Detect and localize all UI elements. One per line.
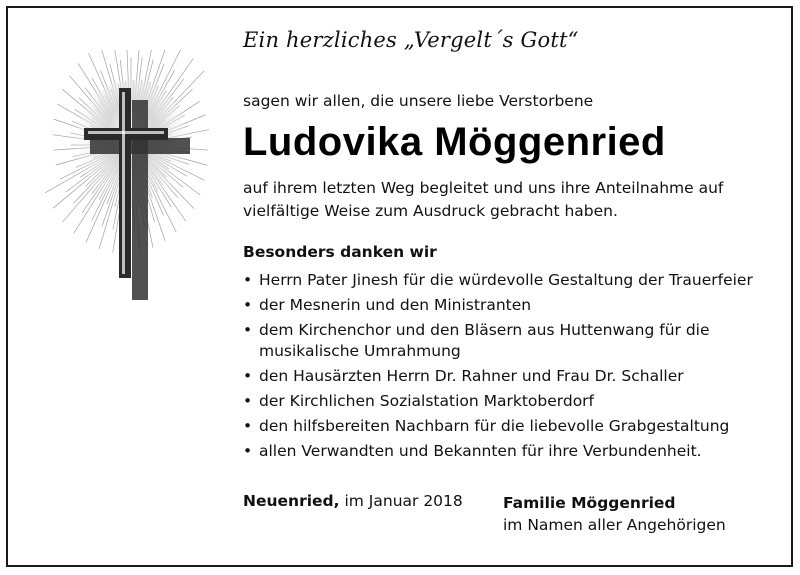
bullet-icon: • <box>243 417 253 435</box>
list-item <box>243 295 769 316</box>
list-item-text: der Mesnerin und den Ministranten <box>259 296 532 314</box>
family-subtitle: im Namen aller Angehörigen <box>503 516 726 534</box>
list-item-text: der Kirchlichen Sozialstation Marktoberdorf <box>259 392 595 410</box>
list-item <box>243 416 769 437</box>
bullet-icon: • <box>243 367 253 385</box>
list-item <box>243 441 769 462</box>
thanks-list <box>243 270 769 466</box>
cross-rays-icon <box>36 50 226 300</box>
list-item <box>243 391 769 412</box>
bullet-icon: • <box>243 392 253 410</box>
list-item-text: den Hausärzten Herrn Dr. Rahner und Frau Dr. Schaller <box>259 367 684 385</box>
list-item <box>243 366 769 387</box>
list-item-text: den hilfsbereiten Nachbarn für die liebevolle Grabgestaltung <box>259 417 730 435</box>
notice-intro: sagen wir allen, die unsere liebe Verstorbene <box>243 92 594 110</box>
date: im Januar 2018 <box>344 492 463 510</box>
notice-heading: Ein herzliches „Vergelt´s Gott“ <box>243 28 579 52</box>
list-item <box>243 270 769 291</box>
list-item-text: dem Kirchenchor und den Bläsern aus Huttenwang für die musikalische Umrahmung <box>259 321 710 360</box>
place-date <box>243 492 463 510</box>
bullet-icon: • <box>243 321 253 339</box>
notice-paragraph <box>243 177 723 223</box>
list-item-text: allen Verwandten und Bekannten für ihre Verbundenheit. <box>259 442 702 460</box>
place: Neuenried, <box>243 492 340 510</box>
family-name: Familie Möggenried <box>503 494 676 512</box>
bullet-icon: • <box>243 442 253 460</box>
list-item-text: Herrn Pater Jinesh für die würdevolle Gestaltung der Trauerfeier <box>259 271 753 289</box>
paragraph-line: vielfältige Weise zum Ausdruck gebracht haben. <box>243 202 618 220</box>
list-item <box>243 320 729 362</box>
signature-block <box>503 492 726 536</box>
bullet-icon: • <box>243 271 253 289</box>
bullet-icon: • <box>243 296 253 314</box>
thanks-heading: Besonders danken wir <box>243 243 437 261</box>
paragraph-line: auf ihrem letzten Weg begleitet und uns ihre Anteilnahme auf <box>243 179 724 197</box>
deceased-name: Ludovika Möggenried <box>243 120 666 164</box>
